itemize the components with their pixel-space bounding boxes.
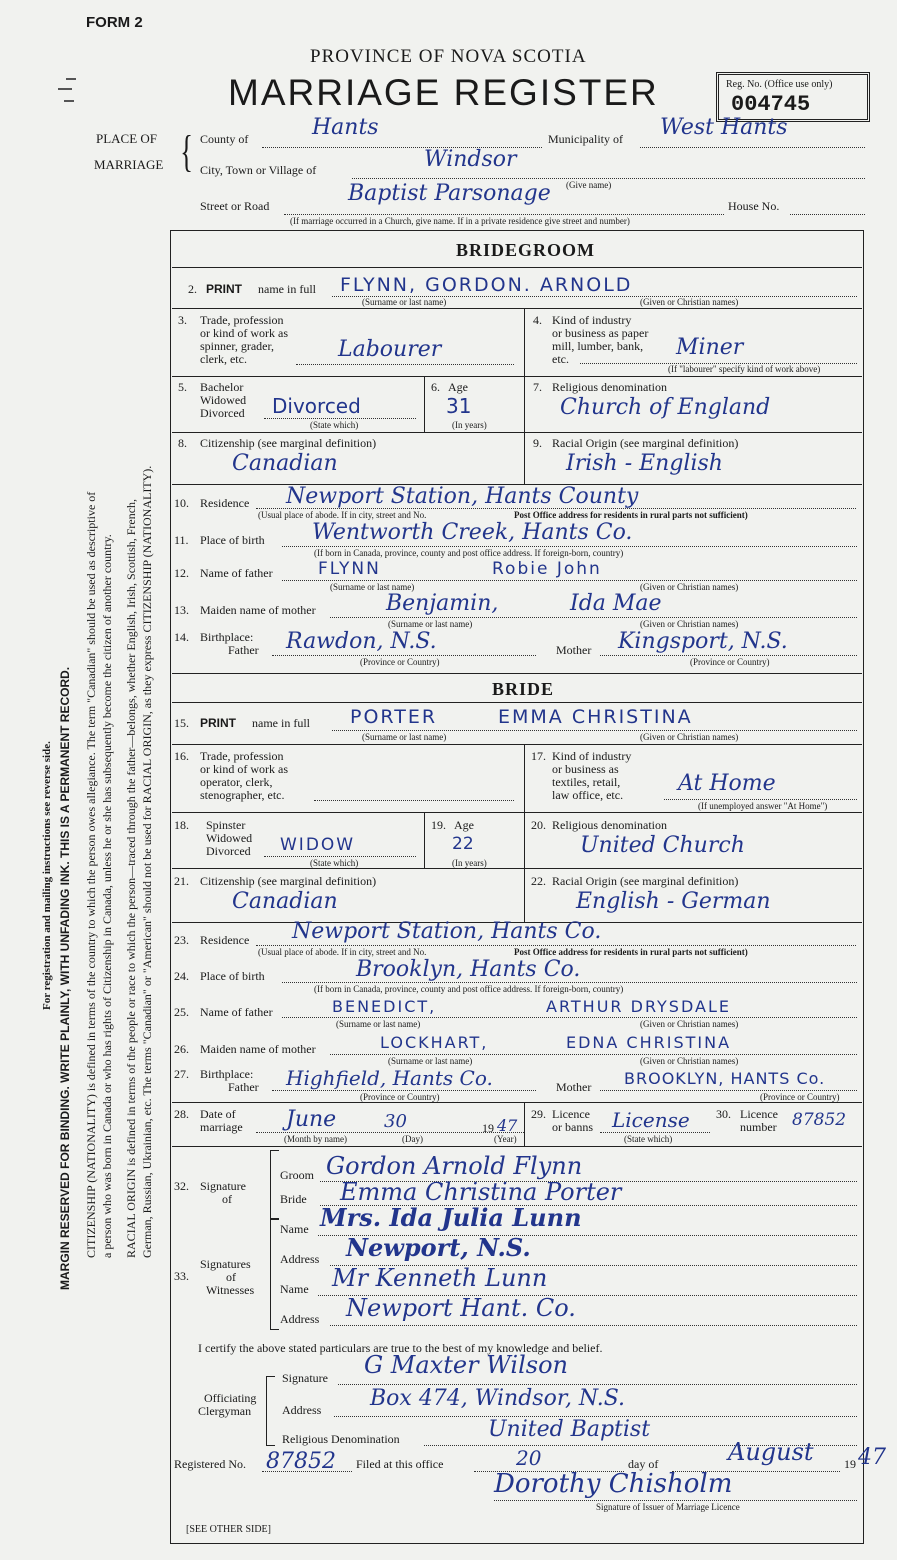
f18-num: 18.	[174, 818, 189, 832]
issuer-signature: Dorothy Chisholm	[494, 1469, 733, 1499]
f11-num: 11.	[174, 533, 189, 547]
clergy-signature: G Maxter Wilson	[364, 1351, 568, 1379]
groom-birth-cap: (If born in Canada, province, county and post office address. If foreign-born, country)	[314, 548, 624, 558]
form-number: FORM 2	[86, 14, 143, 31]
clergy-religion-label: Religious Denomination	[282, 1432, 400, 1446]
filed-year-prefix: 19	[844, 1457, 856, 1471]
bride-res-cap-2: Post Office address for residents in rural parts not sufficient)	[514, 947, 748, 957]
f15-num: 15.	[174, 716, 189, 730]
f8-num: 8.	[178, 436, 187, 450]
registered-number: 87852	[266, 1449, 336, 1474]
groom-name: FLYNN, GORDON. ARNOLD	[340, 274, 633, 296]
groom-father-given-cap: (Given or Christian names)	[640, 582, 739, 592]
witness2-name: Mr Kenneth Lunn	[332, 1264, 548, 1292]
bride-citizenship: Canadian	[232, 889, 338, 914]
bride-father-surname: BENEDICT,	[332, 997, 437, 1016]
f27-l1: Birthplace:	[200, 1067, 254, 1081]
margin-note-citizenship-1: CITIZENSHIP (NATIONALITY) is defined in terms of the country to which the person owes allegiance. The term "Canadian" should be used as descriptive of	[84, 491, 98, 1258]
f20-label: Religious denomination	[552, 818, 667, 832]
bride-racial: English - German	[576, 889, 771, 914]
f17-caption: (If unemployed answer "At Home")	[698, 801, 828, 811]
f12-label: Name of father	[200, 566, 273, 580]
reg-number-label: Reg. No. (Office use only)	[726, 79, 833, 90]
bride-age: 22	[452, 834, 474, 854]
f4-caption: (If "labourer" specify kind of work above)	[668, 364, 821, 374]
year-cap: (Year)	[494, 1134, 517, 1144]
bride-birth-cap: (If born in Canada, province, county and post office address. If foreign-born, country)	[314, 984, 624, 994]
f21-label: Citizenship (see marginal definition)	[200, 874, 377, 888]
issuer-caption: Signature of Issuer of Marriage Licence	[596, 1502, 740, 1512]
f22-label: Racial Origin (see marginal definition)	[552, 874, 739, 888]
f5-num: 5.	[178, 380, 187, 394]
filed-day: 20	[516, 1446, 542, 1470]
margin-note-racial-2: German, Russian, Ukrainian, etc. The terms "Canadian" or "American" should not be used for RACIAL ORIGIN, as they express CITIZENSHIP (NATIONALITY).	[140, 465, 154, 1258]
registered-label: Registered No.	[174, 1457, 246, 1471]
witness2-address: Newport Hant. Co.	[346, 1294, 576, 1322]
street-caption: (If marriage occurred in a Church, give name. If in a private residence give street and number)	[290, 216, 630, 226]
f10-label: Residence	[200, 496, 250, 510]
bride-status: WIDOW	[280, 835, 356, 855]
f17-l4: law office, etc.	[552, 788, 624, 802]
officiating-l1: Officiating	[204, 1391, 257, 1405]
f9-label: Racial Origin (see marginal definition)	[552, 436, 739, 450]
groom-racial: Irish - English	[566, 451, 723, 476]
groom-mother-bp: Kingsport, N.S.	[618, 629, 788, 654]
f20-num: 20.	[531, 818, 546, 832]
city-caption: (Give name)	[566, 180, 612, 190]
bride-father-given-cap: (Given or Christian names)	[640, 1019, 739, 1029]
w1-name-label: Name	[280, 1222, 309, 1236]
w1-address-label: Address	[280, 1252, 320, 1266]
f17-l2: or business as	[552, 762, 619, 776]
bride-status-cap: (State which)	[310, 858, 359, 868]
groom-signature: Gordon Arnold Flynn	[326, 1152, 583, 1180]
groom-trade: Labourer	[338, 337, 442, 362]
licence-type: License	[612, 1108, 690, 1132]
f5-l1: Bachelor	[200, 380, 244, 394]
bride-heading: BRIDE	[492, 679, 555, 699]
f29-l2: or banns	[552, 1120, 593, 1134]
f4-l2: or business as paper	[552, 326, 649, 340]
f3-l3: spinner, grader,	[200, 339, 275, 353]
groom-mother-bp-cap: (Province or Country)	[690, 657, 770, 667]
f26-num: 26.	[174, 1042, 189, 1056]
f4-num: 4.	[533, 313, 542, 327]
bride-father-bp-cap: (Province or Country)	[360, 1092, 440, 1102]
officiating-l2: Clergyman	[198, 1404, 252, 1418]
f21-num: 21.	[174, 874, 189, 888]
f19-num: 19.	[431, 818, 446, 832]
f33-num: 33.	[174, 1269, 189, 1283]
f6-label: Age	[448, 380, 468, 394]
groom-father-bp: Rawdon, N.S.	[286, 629, 437, 654]
house-label: House No.	[728, 199, 780, 213]
f6-num: 6.	[431, 380, 440, 394]
f33-l3: Witnesses	[206, 1283, 255, 1297]
street-value: Baptist Parsonage	[348, 181, 551, 206]
groom-mother-given: Ida Mae	[570, 591, 662, 616]
f18-l2: Widowed	[206, 831, 253, 845]
city-label: City, Town or Village of	[200, 163, 317, 177]
f32-num: 32.	[174, 1179, 189, 1193]
f11-label: Place of birth	[200, 533, 265, 547]
city-value: Windsor	[424, 147, 517, 172]
f32-l1: Signature	[200, 1179, 246, 1193]
f8-label: Citizenship (see marginal definition)	[200, 436, 377, 450]
officiating-brace	[266, 1376, 275, 1446]
bride-mother-surname-cap: (Surname or last name)	[388, 1056, 473, 1066]
f2-label: name in full	[258, 282, 316, 296]
f7-num: 7.	[533, 380, 542, 394]
f24-num: 24.	[174, 969, 189, 983]
margin-note-mailing: For registration and mailing instructions see reverse side.	[41, 741, 53, 1010]
f16-num: 16.	[174, 749, 189, 763]
f22-num: 22.	[531, 874, 546, 888]
margin-hole-marks	[58, 78, 78, 108]
f2-label-bold: PRINT	[206, 282, 242, 296]
bride-mother-bp-label: Mother	[556, 1080, 592, 1094]
f15-label: name in full	[252, 716, 310, 730]
f28-l2: marriage	[200, 1120, 243, 1134]
marriage-year: 47	[497, 1116, 518, 1135]
day-of-label: day of	[628, 1457, 659, 1471]
f14-l1: Birthplace:	[200, 630, 254, 644]
clergy-sig-label: Signature	[282, 1371, 328, 1385]
f13-num: 13.	[174, 603, 189, 617]
f25-num: 25.	[174, 1005, 189, 1019]
day-cap: (Day)	[402, 1134, 423, 1144]
f3-l1: Trade, profession	[200, 313, 284, 327]
bride-father-surname-cap: (Surname or last name)	[336, 1019, 421, 1029]
groom-birthplace: Wentworth Creek, Hants Co.	[312, 520, 633, 545]
f16-l3: operator, clerk,	[200, 775, 273, 789]
f29-num: 29.	[531, 1107, 546, 1121]
groom-status-cap: (State which)	[310, 420, 359, 430]
clergy-address: Box 474, Windsor, N.S.	[370, 1386, 626, 1411]
f14-l2: Father	[228, 643, 259, 657]
bride-res-cap-1: (Usual place of abode. If in city, street and No.	[258, 947, 427, 957]
f4-l4: etc.	[552, 352, 569, 366]
bride-religion: United Church	[580, 833, 745, 858]
groom-sig-label: Groom	[280, 1168, 314, 1182]
sig-brace	[270, 1150, 279, 1220]
groom-mother-given-cap: (Given or Christian names)	[640, 619, 739, 629]
groom-status: Divorced	[272, 394, 361, 418]
bride-mother-surname: LOCKHART,	[380, 1033, 489, 1052]
bride-mother-given-cap: (Given or Christian names)	[640, 1056, 739, 1066]
bride-mother-bp: BROOKLYN, HANTS Co.	[624, 1069, 826, 1088]
filed-year: 47	[858, 1445, 886, 1470]
groom-religion: Church of England	[560, 395, 771, 420]
place-label-1: PLACE OF	[96, 131, 158, 146]
province-title: PROVINCE OF NOVA SCOTIA	[310, 46, 587, 67]
f5-l3: Divorced	[200, 406, 245, 420]
groom-given-cap: (Given or Christian names)	[640, 297, 739, 307]
bridegroom-heading: BRIDEGROOM	[456, 240, 596, 260]
f28-num: 28.	[174, 1107, 189, 1121]
f32-l2: of	[222, 1192, 232, 1206]
f3-l4: clerk, etc.	[200, 352, 247, 366]
county-label: County of	[200, 132, 249, 146]
page-title: MARRIAGE REGISTER	[228, 72, 659, 113]
f16-l1: Trade, profession	[200, 749, 284, 763]
f30-l2: number	[740, 1120, 777, 1134]
witness1-name: Mrs. Ida Julia Lunn	[320, 1203, 582, 1232]
f16-l4: stenographer, etc.	[200, 788, 285, 802]
f33-l1: Signatures	[200, 1257, 251, 1271]
municipality-value: West Hants	[660, 115, 788, 140]
f16-l2: or kind of work as	[200, 762, 288, 776]
f4-l3: mill, lumber, bank,	[552, 339, 644, 353]
bride-sig-label: Bride	[280, 1192, 307, 1206]
bride-mother-bp-cap: (Province or Country)	[760, 1092, 840, 1102]
margin-note-racial-1: RACIAL ORIGIN is defined in terms of the people or race to which the person—traced through the father—belongs, whether English, Irish, Scottish, French,	[124, 498, 138, 1258]
licence-type-cap: (State which)	[624, 1134, 673, 1144]
clergy-address-label: Address	[282, 1403, 322, 1417]
groom-citizenship: Canadian	[232, 451, 338, 476]
f17-num: 17.	[531, 749, 546, 763]
f17-l1: Kind of industry	[552, 749, 632, 763]
marriage-day: 30	[384, 1111, 407, 1132]
f17-l3: textiles, retail,	[552, 775, 621, 789]
f13-label: Maiden name of mother	[200, 603, 316, 617]
bride-residence: Newport Station, Hants Co.	[292, 919, 602, 944]
clergy-religion: United Baptist	[488, 1417, 651, 1442]
groom-mother-surname: Benjamin,	[386, 591, 499, 616]
f30-num: 30.	[716, 1107, 731, 1121]
bride-birthplace: Brooklyn, Hants Co.	[356, 957, 581, 982]
witness1-address: Newport, N.S.	[346, 1233, 531, 1262]
f28-l1: Date of	[200, 1107, 236, 1121]
marriage-year-prefix: 19	[482, 1121, 494, 1135]
month-cap: (Month by name)	[284, 1134, 347, 1144]
groom-surname-cap: (Surname or last name)	[362, 297, 447, 307]
licence-number: 87852	[792, 1110, 847, 1130]
f27-l2: Father	[228, 1080, 259, 1094]
margin-note-binding: MARGIN RESERVED FOR BINDING. WRITE PLAINLY, WITH UNFADING INK. THIS IS A PERMANENT RECORD.	[58, 666, 72, 1290]
groom-age: 31	[446, 394, 472, 418]
f18-l1: Spinster	[206, 818, 246, 832]
f3-num: 3.	[178, 313, 187, 327]
place-label-2: MARRIAGE	[94, 157, 164, 172]
municipality-label: Municipality of	[548, 132, 623, 146]
f19-label: Age	[454, 818, 474, 832]
groom-mother-bp-label: Mother	[556, 643, 592, 657]
bride-mother-given: EDNA CHRISTINA	[566, 1033, 732, 1052]
marriage-month: June	[286, 1107, 337, 1132]
f5-l2: Widowed	[200, 393, 247, 407]
f27-num: 27.	[174, 1067, 189, 1081]
f15-label-bold: PRINT	[200, 716, 236, 730]
witness-brace	[270, 1218, 279, 1330]
groom-mother-surname-cap: (Surname or last name)	[388, 619, 473, 629]
f18-l3: Divorced	[206, 844, 251, 858]
groom-industry: Miner	[676, 335, 744, 360]
f2-num: 2.	[188, 282, 197, 296]
groom-age-cap: (In years)	[452, 420, 487, 430]
reg-number-value: 004745	[731, 92, 811, 117]
groom-father-given: Robie John	[492, 559, 602, 579]
certify-statement: I certify the above stated particulars are true to the best of my knowledge and belief.	[198, 1341, 603, 1355]
f4-l1: Kind of industry	[552, 313, 632, 327]
f10-num: 10.	[174, 496, 189, 510]
groom-res-cap-1: (Usual place of abode. If in city, street and No.	[258, 510, 427, 520]
bride-signature: Emma Christina Porter	[340, 1178, 622, 1206]
filed-month: August	[728, 1438, 814, 1466]
bride-age-cap: (In years)	[452, 858, 487, 868]
place-brace: {	[180, 127, 193, 176]
f7-label: Religious denomination	[552, 380, 667, 394]
f29-l1: Licence	[552, 1107, 590, 1121]
f23-num: 23.	[174, 933, 189, 947]
f33-l2: of	[226, 1270, 236, 1284]
bride-surname-cap: (Surname or last name)	[362, 732, 447, 742]
margin-note-citizenship-2: a person who was born in Canada or who has rights of Citizenship in Canada, unless he or she has subsequently become the citizen of another country.	[100, 534, 114, 1258]
groom-father-surname-cap: (Surname or last name)	[330, 582, 415, 592]
filed-label: Filed at this office	[356, 1457, 444, 1471]
w2-name-label: Name	[280, 1282, 309, 1296]
f14-num: 14.	[174, 630, 189, 644]
f3-l2: or kind of work as	[200, 326, 288, 340]
groom-res-cap-2: Post Office address for residents in rural parts not sufficient)	[514, 510, 748, 520]
f12-num: 12.	[174, 566, 189, 580]
see-other-side: [SEE OTHER SIDE]	[186, 1524, 271, 1535]
bride-industry: At Home	[678, 771, 776, 796]
f9-num: 9.	[533, 436, 542, 450]
f25-label: Name of father	[200, 1005, 273, 1019]
bride-father-bp: Highfield, Hants Co.	[286, 1066, 493, 1090]
bride-given: EMMA CHRISTINA	[498, 706, 693, 728]
county-value: Hants	[312, 115, 379, 140]
w2-address-label: Address	[280, 1312, 320, 1326]
bride-surname: PORTER	[350, 706, 438, 728]
groom-residence: Newport Station, Hants County	[286, 484, 639, 509]
bride-father-given: ARTHUR DRYSDALE	[546, 997, 731, 1016]
f23-label: Residence	[200, 933, 250, 947]
groom-father-surname: FLYNN	[318, 559, 381, 579]
groom-father-bp-cap: (Province or Country)	[360, 657, 440, 667]
f26-label: Maiden name of mother	[200, 1042, 316, 1056]
f30-l1: Licence	[740, 1107, 778, 1121]
street-label: Street or Road	[200, 199, 270, 213]
bride-given-cap: (Given or Christian names)	[640, 732, 739, 742]
f24-label: Place of birth	[200, 969, 265, 983]
